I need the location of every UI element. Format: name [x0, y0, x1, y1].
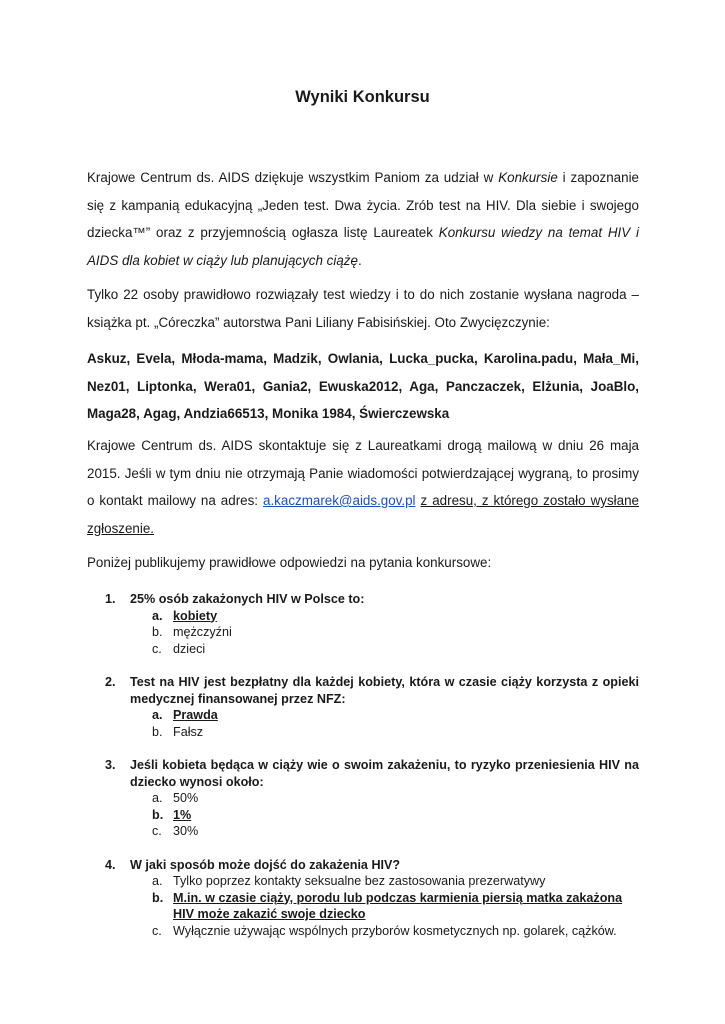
answer-item: c. 30% — [152, 824, 199, 838]
answer-item-correct: a. kobiety — [152, 608, 218, 623]
intro-paragraph — [87, 164, 639, 274]
contact-text: Krajowe Centrum ds. AIDS skontaktuje się z Laureatkami drogą mailową w dniu 26 maja 2015. Jeśli w tym dniu nie otrzymają Panie wiadomości potwierdzającej wygraną, to prosimy o kontakt mailowy na adres: — [87, 438, 639, 508]
questions-list — [87, 591, 639, 956]
answer-item-correct: b. M.in. w czasie ciąży, porodu lub podczas karmienia piersią matka zakażona HIV może zakazić swoje dziecko — [152, 890, 623, 921]
question-number: 2. — [105, 675, 116, 689]
answer-item: b. mężczyźni — [152, 625, 232, 639]
answer-item: a. 50% — [152, 791, 199, 805]
email-link[interactable]: a.kaczmarek@aids.gov.pl — [263, 493, 416, 508]
question-number: 1. — [105, 592, 116, 606]
answer-item: b. Fałsz — [152, 724, 204, 739]
question-item — [87, 591, 639, 657]
question-text: Test na HIV jest bezpłatny dla każdej kobiety, która w czasie ciąży korzysta z opieki medycznej finansowanej przez NFZ: — [130, 675, 639, 706]
intro-text-2: i zapoznanie się z kampanią edukacyjną „Jeden test. Dwa życia. Zrób test na HIV. Dla siebie i swojego dziecka™” oraz z przyjemnością ogłasza listę Laureatek — [87, 170, 639, 240]
question-text: Jeśli kobieta będąca w ciąży wie o swoim zakażeniu, to ryzyko przeniesienia HIV na dziecko wynosi około: — [130, 758, 639, 789]
answer-item-correct: b. 1% — [152, 807, 192, 822]
answers-intro: Poniżej publikujemy prawidłowe odpowiedzi na pytania konkursowe: — [87, 555, 492, 570]
answer-item: c. dzieci — [152, 641, 206, 656]
contact-underlined-text: z adresu, z którego zostało wysłane zgłoszenie. — [87, 493, 639, 536]
answer-item: a. Tylko poprzez kontakty seksualne bez zastosowania prezerwatywy — [152, 874, 546, 888]
question-item — [87, 757, 639, 840]
question-number: 4. — [105, 857, 116, 872]
question-text: W jaki sposób może dojść do zakażenia HIV? — [130, 857, 401, 872]
question-item — [87, 857, 639, 940]
question-number: 3. — [105, 758, 116, 772]
prize-paragraph: Tylko 22 osoby prawidłowo rozwiązały test wiedzy i to do nich zostanie wysłana nagroda – książka pt. „Córeczka” autorstwa Pani Liliany Fabisińskiej. Oto Zwycięzczynie: — [87, 287, 639, 330]
question-item — [87, 674, 639, 740]
intro-konkurs-italic: Konkursie — [498, 170, 558, 185]
winners-list: Askuz, Evela, Młoda-mama, Madzik, Owlania, Lucka_pucka, Karolina.padu, Mała_Mi, Nez01, Liptonka, Wera01, Gania2, Ewuska2012, Aga, Panczaczek, Elżunia, JoaBlo, Maga28, Agag, Andzia66513, Monika 1984, Świerczewska — [87, 351, 639, 421]
contact-paragraph — [87, 432, 639, 542]
answer-item: c. Wyłącznie używając wspólnych przyborów kosmetycznych np. golarek, cążków. — [152, 923, 617, 938]
page-title: Wyniki Konkursu — [295, 88, 430, 106]
intro-text-end: . — [357, 252, 362, 268]
question-text: 25% osób zakażonych HIV w Polsce to: — [130, 592, 365, 606]
intro-contest-name-italic: Konkursu wiedzy na temat HIV i AIDS dla kobiet w ciąży lub planujących ciążę — [87, 225, 639, 268]
answer-item-correct: a. Prawda — [152, 708, 218, 722]
intro-text: Krajowe Centrum ds. AIDS dziękuje wszystkim Paniom za udział w — [87, 170, 499, 185]
